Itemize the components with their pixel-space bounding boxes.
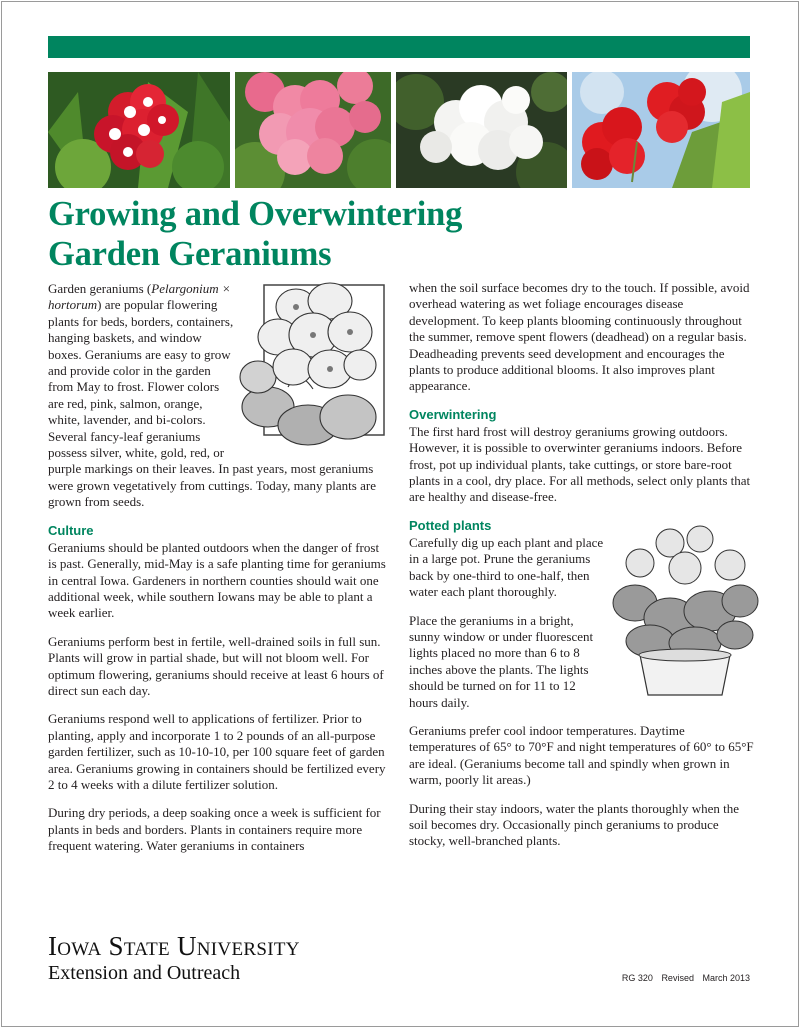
photo-white-geranium <box>396 72 567 188</box>
page-title <box>48 194 568 274</box>
document-code <box>616 973 750 983</box>
heading-potted-plants: Potted plants <box>409 517 492 533</box>
left-column <box>48 281 390 867</box>
title-line-2: Garden Geraniums <box>48 235 332 273</box>
heading-overwintering: Overwintering <box>409 406 497 422</box>
culture-p5: when the soil surface becomes dry to the touch. If possible, avoid overhead watering as wet foliage encourages disease development. To keep plants blooming continuously throughout the summer, remove spent flowers (deadhead) on a regular basis. Deadheading prevents seed development and encourages the plants to produce additional blooms. It also improves plant appearance. <box>409 280 750 394</box>
potted-p3: Geraniums prefer cool indoor temperatures. Daytime temperatures of 65° to 70°F and night temperatures of 60° to 65°F are ideal. (Geraniums become tall and spindly when grown in warm, poorly lit areas.) <box>409 722 754 788</box>
intro-text-1: Garden geraniums ( <box>48 281 152 296</box>
intro-latin-2: hortorum <box>48 297 98 313</box>
intro-latin-1: Pelargonium × <box>151 281 231 296</box>
geranium-illustration <box>238 277 390 453</box>
photo-red-white-geranium <box>48 72 230 188</box>
culture-p4: During dry periods, a deep soaking once a week is sufficient for plants in beds and borders. Plants in containers require more frequent watering. Water geraniums in containers <box>48 805 381 854</box>
doc-number: RG 320 <box>621 973 653 983</box>
culture-p1: Geraniums should be planted outdoors when the danger of frost is past. Generally, mid-May is a safe planting time for geraniums in central Iowa. Gardeners in northern counties should wait one additional week, while southern Iowans may be able to plant a week earlier. <box>48 539 386 621</box>
culture-p3: Geraniums respond well to applications of fertilizer. Prior to planting, apply and incorporate 1 to 2 pounds of an all-purpose garden fertilizer, such as 10-10-10, per 100 square feet of garden area. Geraniums growing in containers should be fertilized every 2 to 4 weeks with a dilute fertilizer solution. <box>48 711 386 792</box>
university-name: Iowa State University <box>48 931 300 961</box>
heading-culture: Culture <box>48 522 94 538</box>
title-line-1: Growing and Overwintering <box>48 195 463 233</box>
potted-p1: Carefully dig up each plant and place in a large pot. Prune the geraniums back by one-third to one-half, then water each plant thoroughly. <box>409 534 604 600</box>
intro-text-2: ) are popular flowering plants for beds, borders, containers, hanging baskets, and window boxes. Geraniums are easy to grow and provide color in the garden from May to frost. Flower colors are red, pink, salmon, orange, white, lavender, and bi-colors. Several fancy-leaf geraniums possess silver, white, gold, red, or purple markings on their leaves. In past years, most geraniums were grown vegetatively from cuttings. Today, many plants are grown from seeds. <box>48 297 376 510</box>
doc-revised: Revised <box>661 973 694 983</box>
doc-date: March 2013 <box>702 973 750 983</box>
photo-red-geranium-sky <box>572 72 750 188</box>
culture-p2: Geraniums perform best in fertile, well-drained soils in full sun. Plants will grow in partial shade, but will not bloom well. For optimum flowering, geraniums should receive at least 6 hours of direct sun each day. <box>48 633 384 698</box>
potted-p4: During their stay indoors, water the plants thoroughly when the soil becomes dry. Occasionally pinch geraniums to produce stocky, well-branched plants. <box>409 800 739 849</box>
potted-p2: Place the geraniums in a bright, sunny window or under fluorescent lights placed no more than 6 to 8 inches above the plants. The lights should be turned on for 11 to 12 hours daily. <box>409 612 594 710</box>
potted-geranium-illustration <box>610 523 760 701</box>
header-accent-bar <box>48 36 750 58</box>
photo-pink-geranium <box>235 72 391 188</box>
university-subtitle: Extension and Outreach <box>48 962 241 984</box>
isu-logo <box>48 931 300 985</box>
overwintering-p1: The first hard frost will destroy geraniums growing outdoors. However, it is possible to overwinter geraniums indoors. Before frost, pot up individual plants, take cuttings, or store bare-root plants in a cool, dry place. For all methods, select only plants that are healthy and disease-free. <box>409 423 751 505</box>
right-column <box>409 280 754 862</box>
